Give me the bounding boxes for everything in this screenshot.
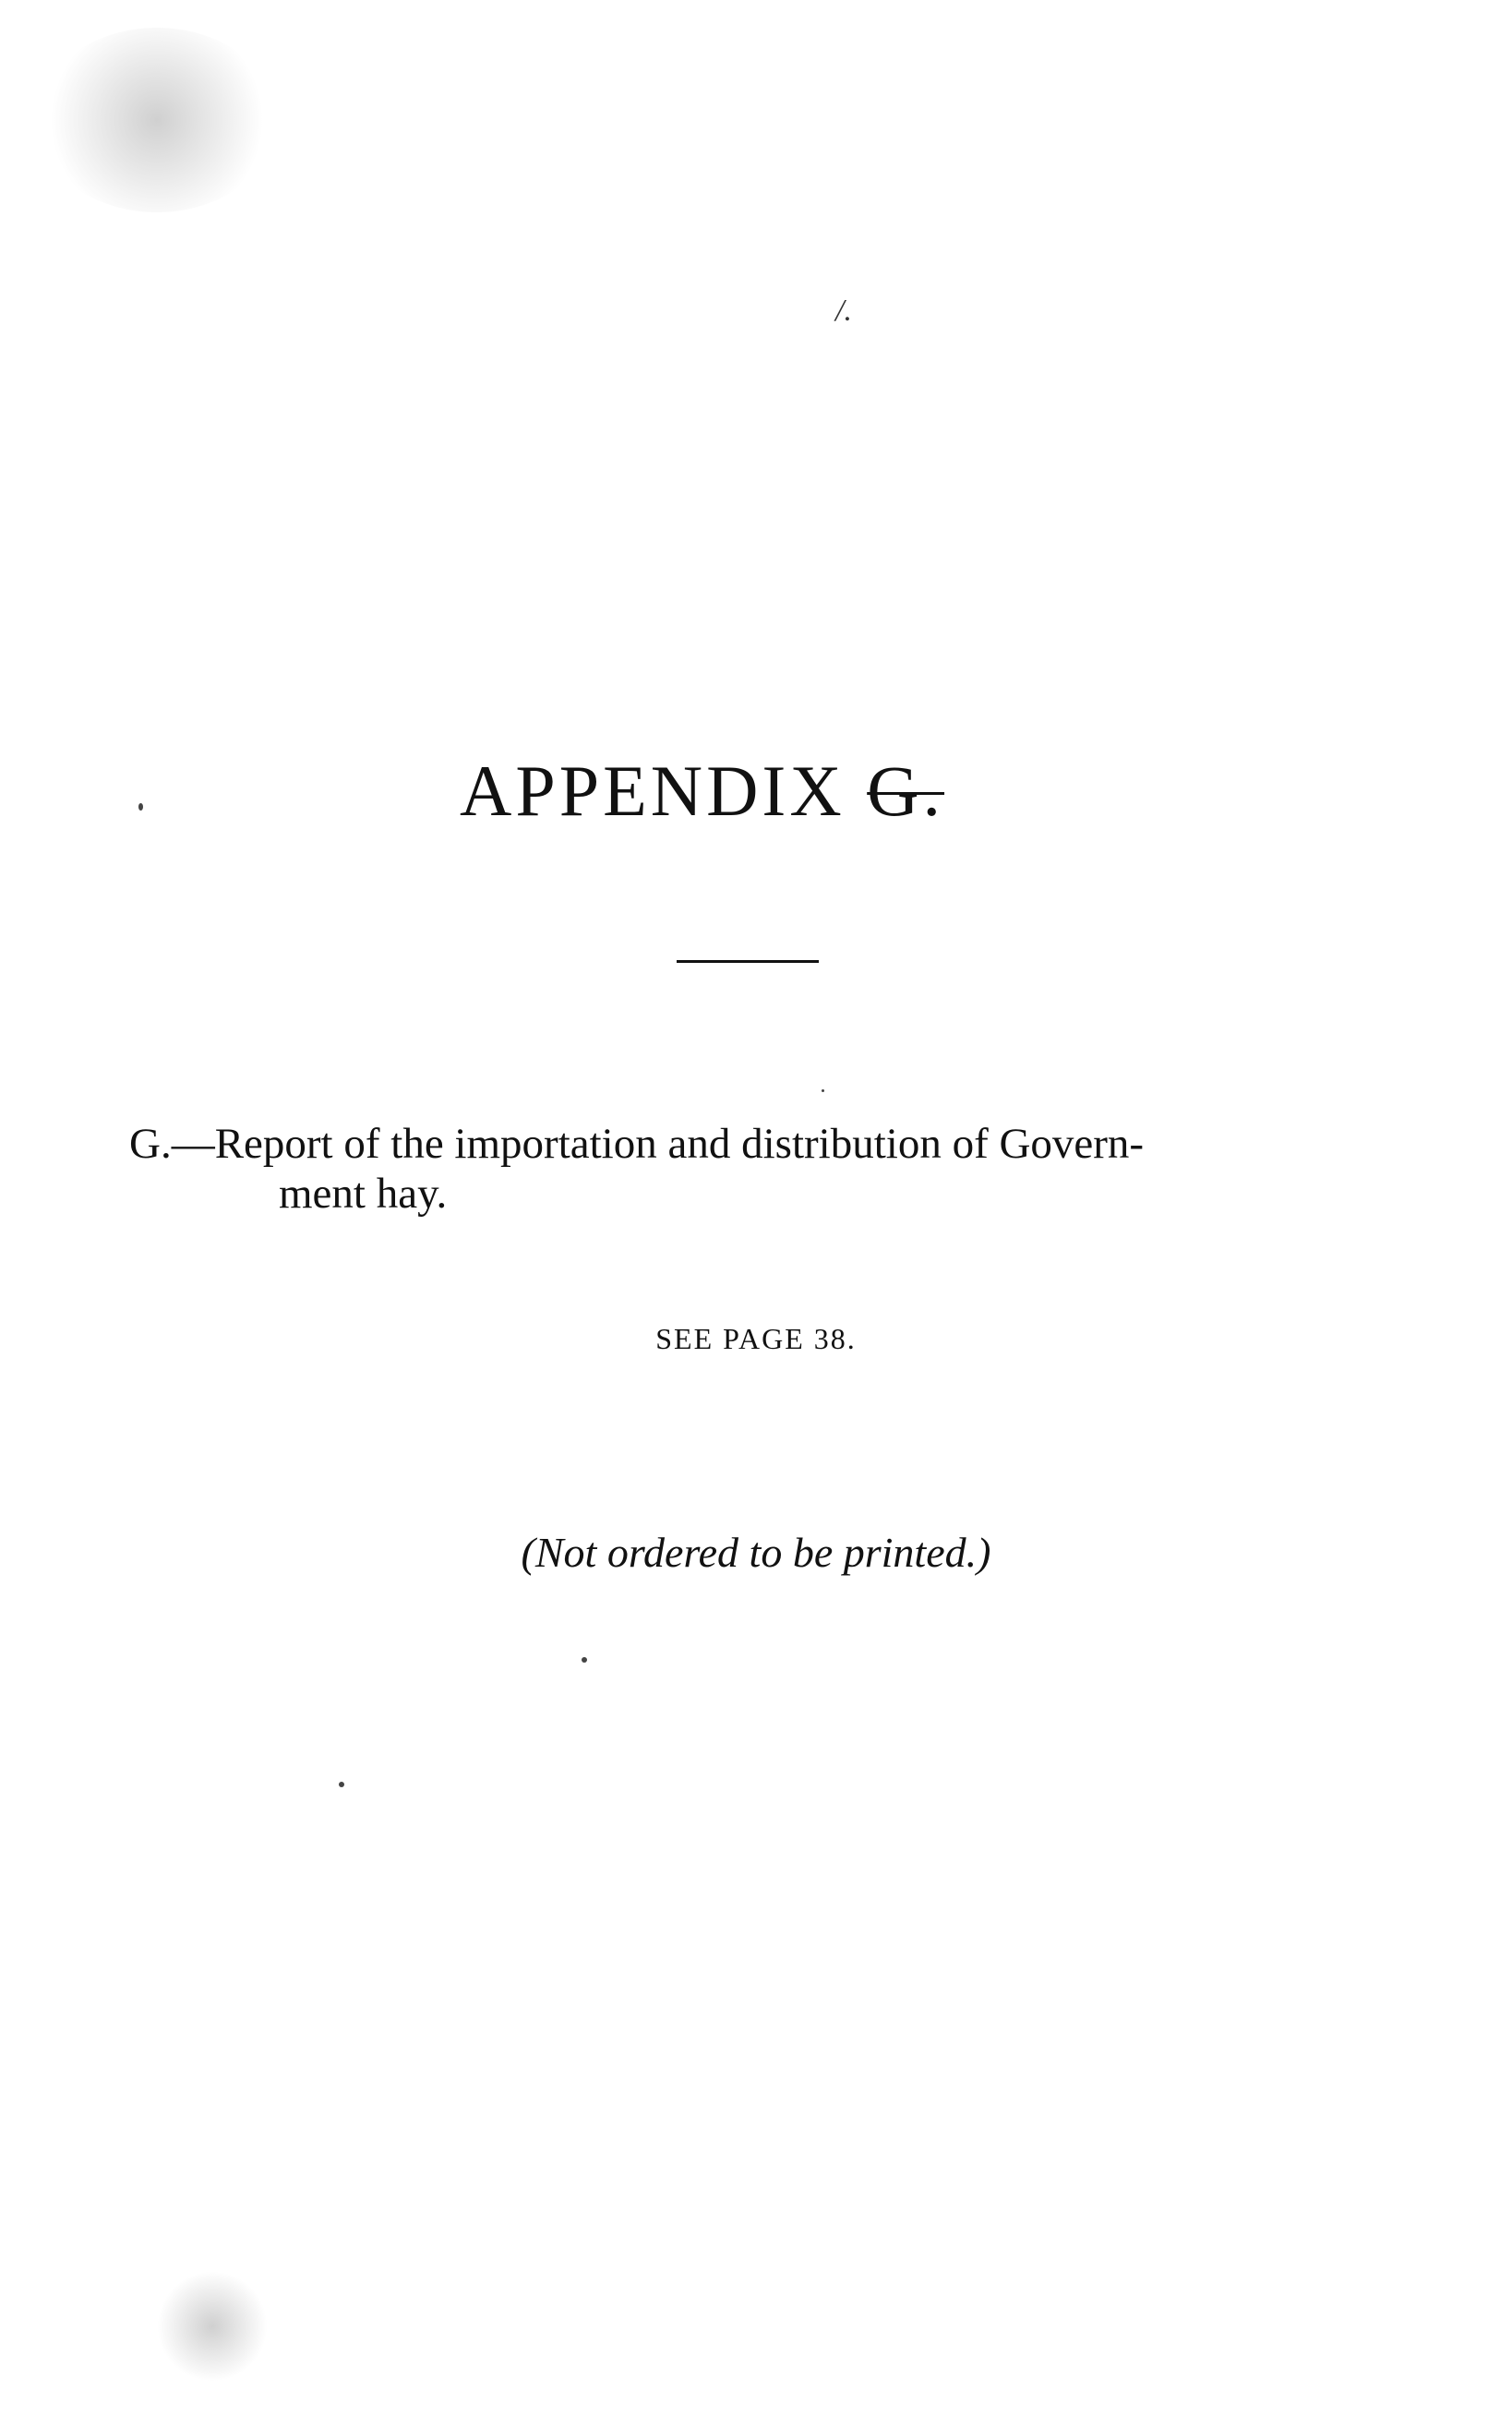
scan-speck xyxy=(822,1089,824,1092)
printing-note: (Not ordered to be printed.) xyxy=(521,1529,991,1576)
scan-smudge xyxy=(37,28,277,212)
divider-rule xyxy=(677,960,819,963)
page-reference xyxy=(0,1322,1512,1356)
scan-speck xyxy=(339,1782,344,1787)
scan-speck xyxy=(582,1657,587,1663)
appendix-title-text: APPENDIX xyxy=(460,751,846,831)
appendix-letter-struck: G. xyxy=(867,751,945,831)
page-reference-text: SEE PAGE 38. xyxy=(655,1322,857,1355)
report-entry xyxy=(129,1119,1366,1219)
scan-smudge xyxy=(157,2271,268,2382)
appendix-heading xyxy=(460,751,945,831)
handwritten-mark: /. xyxy=(835,294,852,328)
report-entry-line-2: ment hay. xyxy=(279,1170,448,1218)
report-entry-line-1: G.—Report of the importation and distribution of Govern- xyxy=(129,1120,1145,1168)
scan-speck xyxy=(138,803,143,811)
